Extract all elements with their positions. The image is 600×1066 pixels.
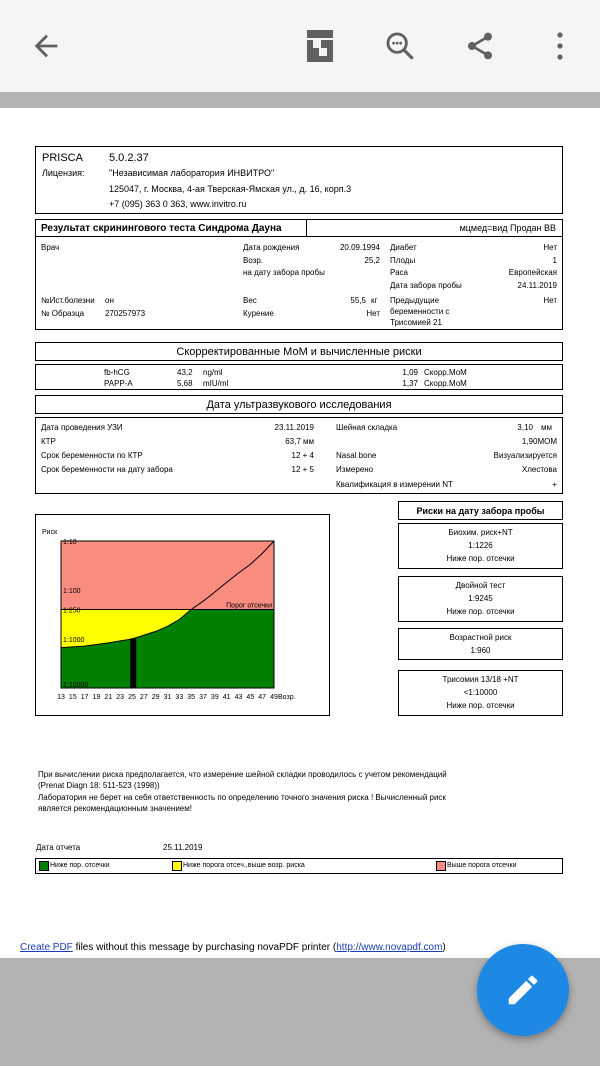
mom-row-name: fb-hCG — [104, 368, 130, 377]
ga-ktr-label: Срок беременности по КТР — [41, 451, 143, 460]
y-tick-label: 1:1000 — [63, 637, 85, 644]
y-tick-label: 1:250 — [63, 607, 81, 615]
nasal-label: Nasal bone — [336, 451, 377, 460]
risk-card-value: <1:10000 — [463, 688, 498, 697]
risk-card-value: 1:1226 — [468, 541, 493, 550]
legend — [35, 858, 563, 874]
footer-end: ) — [442, 942, 446, 953]
risk-chart-svg — [36, 515, 329, 715]
mom-row-unit: ng/ml — [203, 368, 223, 377]
qual-label: Квалификация в измерении NT — [336, 480, 453, 489]
license-label: Лицензия: — [42, 168, 85, 178]
ga-sample-label: Срок беременности на дату забора — [41, 465, 173, 474]
x-tick-label: 35 — [187, 694, 196, 701]
sample-date: 24.11.2019 — [517, 281, 557, 290]
prev-label-2: беременности с — [390, 307, 450, 316]
weight-label: Вес — [243, 296, 257, 305]
result-title: Результат скринингового теста Синдрома Дауна — [41, 223, 282, 234]
nasal: Визуализируется — [493, 451, 557, 460]
x-tick-label: 41 — [222, 694, 231, 701]
us-title-box — [35, 395, 563, 414]
x-tick-label: 15 — [68, 694, 77, 701]
nt-mom: 1,90МОМ — [521, 437, 557, 446]
fetuses-label: Плоды — [390, 256, 416, 265]
measured-label: Измерено — [336, 465, 374, 474]
diabetes: Нет — [543, 243, 557, 252]
x-tick-label: 21 — [104, 694, 113, 701]
x-tick-label: 29 — [151, 694, 160, 701]
ktr-label: КТР — [41, 437, 56, 446]
legend-swatch-low — [39, 861, 49, 871]
patient-marker — [130, 638, 136, 688]
us-box — [35, 417, 563, 494]
x-tick-label: 25 — [128, 694, 136, 701]
x-tick-label: 47 — [258, 694, 267, 701]
create-pdf-link[interactable]: Create PDF — [20, 942, 73, 953]
high-risk-zone — [61, 541, 274, 609]
ktr: 63,7 мм — [285, 437, 314, 446]
legend-swatch-high — [436, 861, 446, 871]
age-sub: на дату забора пробы — [243, 268, 325, 277]
risk-card — [398, 628, 563, 660]
risk-card — [398, 576, 563, 622]
zoom-search-icon[interactable] — [376, 22, 424, 70]
footer-mid: files without this message by purchasing novaPDF printer ( — [72, 942, 337, 953]
address: 125047, г. Москва, 4-ая Тверская-Ямская ул., д. 16, корп.3 — [109, 184, 352, 194]
edit-fab[interactable] — [477, 944, 569, 1036]
prev-value: Нет — [543, 296, 557, 305]
history-value: он — [105, 296, 114, 305]
x-tick-label: 39 — [210, 694, 219, 701]
doctor-label: Врач — [41, 243, 60, 252]
x-tick-label: 33 — [175, 694, 184, 701]
legend-label-mid: Ниже порога отсеч.,выше возр. риска — [183, 862, 305, 869]
report-date: 25.11.2019 — [163, 843, 203, 852]
mom-row-mom: 1,09 — [402, 368, 418, 377]
us-title: Дата ультразвукового исследования — [206, 399, 392, 411]
ga-sample: 12 + 5 — [291, 465, 314, 474]
legend-label-high: Выше порога отсечки — [447, 862, 517, 869]
x-tick-label: 43 — [234, 694, 243, 701]
risk-card-title: Возрастной риск — [449, 633, 512, 642]
age: 25,2 — [364, 256, 380, 265]
nt-unit: мм — [541, 423, 552, 432]
note-line-4: является рекомендационным значением! — [38, 804, 192, 813]
us-date-label: Дата проведения УЗИ — [41, 423, 123, 432]
prev-label-3: Трисомией 21 — [390, 318, 442, 327]
y-axis-label: Риск — [42, 529, 58, 536]
x-tick-label: 23 — [116, 694, 125, 701]
risk-card-title: Биохим. риск+NT — [448, 528, 513, 537]
prev-label-1: Предыдущие — [390, 296, 440, 305]
mom-row-value: 5,68 — [177, 379, 193, 388]
measured: Хлестова — [521, 465, 557, 474]
mom-title-box — [35, 342, 563, 361]
patient-box — [35, 219, 563, 330]
x-tick-label: 49 — [270, 694, 278, 701]
risks-title-box — [398, 501, 563, 520]
y-tick-label: 1:100 — [63, 588, 81, 595]
age-label: Возр. — [243, 256, 264, 265]
x-tick-label: 45 — [246, 694, 255, 701]
risk-card-note: Ниже пор. отсечки — [446, 607, 515, 616]
bookmark-icon[interactable] — [296, 22, 344, 70]
footer-text — [20, 942, 446, 954]
x-tick-label: 31 — [163, 694, 172, 701]
mom-row-name: PAPP-A — [104, 379, 133, 388]
share-icon[interactable] — [456, 22, 504, 70]
license-name: "Независимая лаборатория ИНВИТРО" — [109, 168, 275, 178]
note-line-2: (Prenat Diagn 18: 511-523 (1998)) — [38, 781, 160, 790]
history-label: №Ист.болезни — [41, 296, 95, 305]
app-bar — [0, 0, 600, 92]
x-tick-label: 17 — [80, 694, 89, 701]
sample-date-label: Дата забора пробы — [390, 281, 462, 290]
qual: + — [552, 480, 557, 489]
ga-ktr: 12 + 4 — [291, 451, 314, 460]
sample-no: 270257973 — [105, 309, 146, 318]
risk-card — [398, 670, 563, 716]
y-tick-label: 1:10 — [63, 539, 77, 546]
top-divider — [0, 92, 600, 108]
race: Европейская — [508, 268, 557, 277]
risk-card-value: 1:960 — [470, 646, 491, 655]
us-date: 23.11.2019 — [274, 423, 314, 432]
fetuses: 1 — [552, 256, 557, 265]
pencil-edit-icon — [504, 971, 542, 1009]
risk-card-note: Ниже пор. отсечки — [446, 554, 515, 563]
prisca-label: PRISCA — [42, 152, 83, 164]
legend-label-low: Ниже пор. отсечки — [50, 862, 110, 869]
mom-rows-box — [35, 364, 563, 390]
back-arrow-icon[interactable] — [22, 22, 70, 70]
more-vertical-icon[interactable] — [536, 22, 584, 70]
risks-title: Риски на дату забора пробы — [416, 506, 545, 516]
header-box — [35, 146, 563, 214]
smoking-label: Курение — [243, 309, 274, 318]
pdf-page — [0, 108, 600, 958]
dob: 20.09.1994 — [339, 243, 380, 252]
risk-card — [398, 523, 563, 569]
cutoff-label: Порог отсечки — [226, 602, 272, 610]
mom-row-mom-label: Скорр.МоМ — [424, 368, 467, 377]
note-line-1: При вычислении риска предполагается, что измерение шейной складки проводилось с учетом рекомендаций — [38, 770, 447, 779]
race-label: Раса — [390, 268, 408, 277]
sample-no-label: № Образца — [41, 309, 85, 318]
risk-card-note: Ниже пор. отсечки — [446, 701, 515, 710]
novapdf-link[interactable]: http://www.novapdf.com — [336, 942, 443, 953]
mom-row-mom-label: Скорр.МоМ — [424, 379, 467, 388]
y-tick-label: 1:10000 — [63, 682, 89, 689]
report-date-label: Дата отчета — [36, 843, 81, 852]
x-tick-label: 27 — [139, 694, 148, 701]
weight: 55,5 — [350, 296, 366, 305]
version: 5.0.2.37 — [109, 152, 149, 164]
mom-row-value: 43,2 — [177, 368, 193, 377]
x-axis-label: Возр. — [278, 694, 296, 701]
mom-title: Скорректированные МоМ и вычисленные риски — [176, 346, 422, 358]
nt: 3,10 — [517, 423, 533, 432]
mom-row-mom: 1,37 — [402, 379, 418, 388]
weight-unit: кг — [371, 296, 378, 305]
nt-label: Шейная складка — [336, 423, 398, 432]
patient-name: мцмед=вид Продан ВВ — [459, 223, 556, 233]
x-tick-label: 37 — [199, 694, 207, 701]
x-tick-label: 19 — [92, 694, 101, 701]
legend-swatch-mid — [172, 861, 182, 871]
risk-card-value: 1:9245 — [468, 594, 493, 603]
x-tick-label: 13 — [57, 694, 65, 701]
risk-card-title: Двойной тест — [455, 581, 506, 590]
diabetes-label: Диабет — [390, 243, 417, 252]
note-line-3: Лаборатория не берет на себя ответственность по определению точного значения риска ! Вычисленный риск — [38, 793, 446, 802]
dob-label: Дата рождения — [243, 243, 300, 252]
smoking: Нет — [366, 309, 380, 318]
contact: +7 (095) 363 0 363, www.invitro.ru — [109, 199, 247, 209]
risk-card-title: Трисомия 13/18 +NT — [442, 675, 519, 684]
risk-chart — [35, 514, 330, 716]
mom-row-unit: mIU/ml — [203, 379, 229, 388]
